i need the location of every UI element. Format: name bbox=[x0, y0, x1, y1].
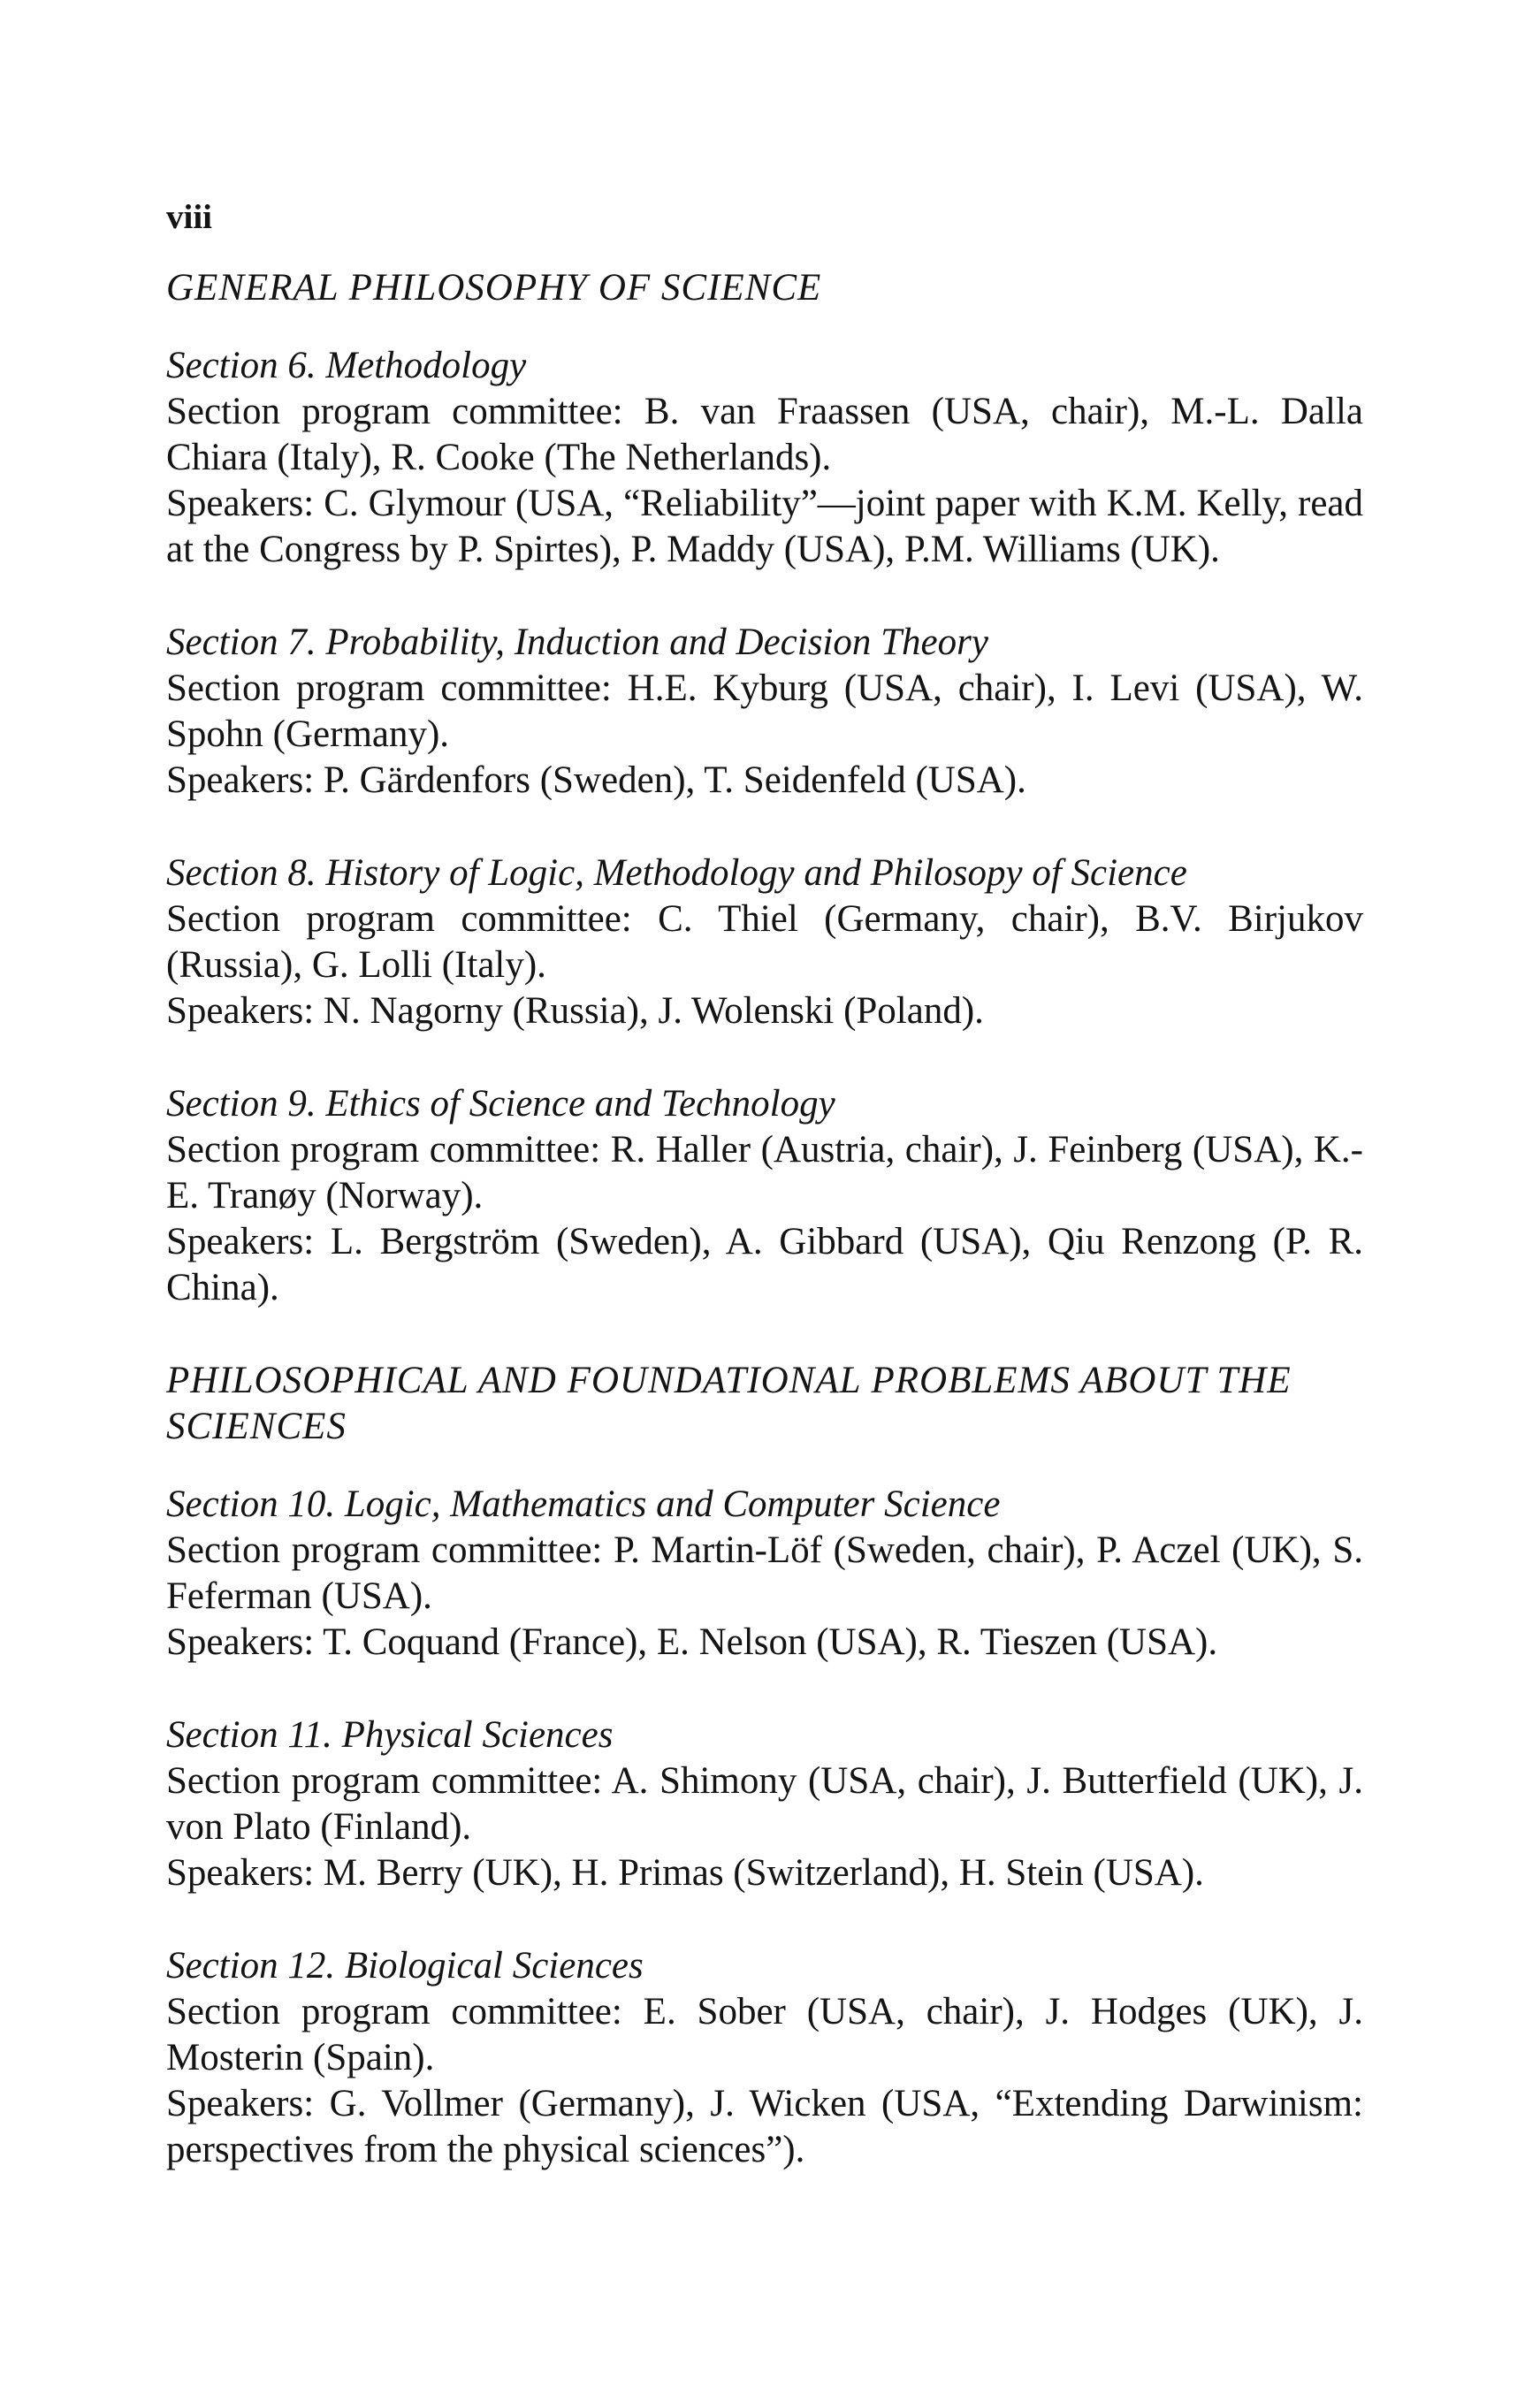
section-9 bbox=[166, 1081, 1363, 1311]
section-12 bbox=[166, 1943, 1363, 2173]
part-foundational-problems bbox=[166, 1358, 1363, 2173]
section-committee: Section program committee: H.E. Kyburg (USA, chair), I. Levi (USA), W. Spohn (Germany). bbox=[166, 667, 1363, 755]
section-committee: Section program committee: C. Thiel (Germany, chair), B.V. Birjukov (Russia), G. Lolli (Italy). bbox=[166, 898, 1363, 986]
section-committee: Section program committee: P. Martin-Löf (Sweden, chair), P. Aczel (UK), S. Feferman (USA). bbox=[166, 1529, 1363, 1617]
section-committee: Section program committee: A. Shimony (USA, chair), J. Butterfield (UK), J. von Plato (Finland). bbox=[166, 1760, 1363, 1848]
section-6 bbox=[166, 343, 1363, 573]
page-content bbox=[166, 265, 1363, 2220]
section-8 bbox=[166, 850, 1363, 1034]
section-speakers: Speakers: L. Bergström (Sweden), A. Gibbard (USA), Qiu Renzong (P. R. China). bbox=[166, 1221, 1363, 1308]
section-speakers: Speakers: C. Glymour (USA, “Reliability”—joint paper with K.M. Kelly, read at the Congress by P. Spirtes), P. Maddy (USA), P.M. Williams (UK). bbox=[166, 483, 1363, 570]
section-10 bbox=[166, 1482, 1363, 1666]
section-title: Section 8. History of Logic, Methodology and Philosopy of Science bbox=[166, 852, 1187, 894]
section-committee: Section program committee: E. Sober (USA, chair), J. Hodges (UK), J. Mosterin (Spain). bbox=[166, 1991, 1363, 2078]
part-heading: GENERAL PHILOSOPHY OF SCIENCE bbox=[166, 267, 822, 309]
page-number: viii bbox=[166, 198, 213, 236]
section-speakers: Speakers: N. Nagorny (Russia), J. Wolenski (Poland). bbox=[166, 990, 984, 1032]
section-title: Section 10. Logic, Mathematics and Computer Science bbox=[166, 1483, 1001, 1525]
section-11 bbox=[166, 1712, 1363, 1896]
part-heading: PHILOSOPHICAL AND FOUNDATIONAL PROBLEMS ABOUT THE SCIENCES bbox=[166, 1360, 1292, 1447]
section-title: Section 12. Biological Sciences bbox=[166, 1945, 644, 1987]
section-speakers: Speakers: M. Berry (UK), H. Primas (Switzerland), H. Stein (USA). bbox=[166, 1852, 1204, 1894]
section-speakers: Speakers: G. Vollmer (Germany), J. Wicken (USA, “Extending Darwinism: perspectives from the physical sciences”). bbox=[166, 2083, 1363, 2170]
section-title: Section 6. Methodology bbox=[166, 345, 527, 386]
section-title: Section 9. Ethics of Science and Technology bbox=[166, 1083, 835, 1125]
section-7 bbox=[166, 620, 1363, 804]
section-committee: Section program committee: R. Haller (Austria, chair), J. Feinberg (USA), K.-E. Tranøy (Norway). bbox=[166, 1129, 1363, 1216]
section-title: Section 7. Probability, Induction and Decision Theory bbox=[166, 622, 988, 663]
section-title: Section 11. Physical Sciences bbox=[166, 1714, 614, 1756]
section-speakers: Speakers: T. Coquand (France), E. Nelson (USA), R. Tieszen (USA). bbox=[166, 1621, 1218, 1663]
section-committee: Section program committee: B. van Fraassen (USA, chair), M.-L. Dalla Chiara (Italy), R. Cooke (The Netherlands). bbox=[166, 391, 1363, 478]
section-speakers: Speakers: P. Gärdenfors (Sweden), T. Seidenfeld (USA). bbox=[166, 759, 1026, 801]
part-general-philosophy bbox=[166, 265, 1363, 1311]
